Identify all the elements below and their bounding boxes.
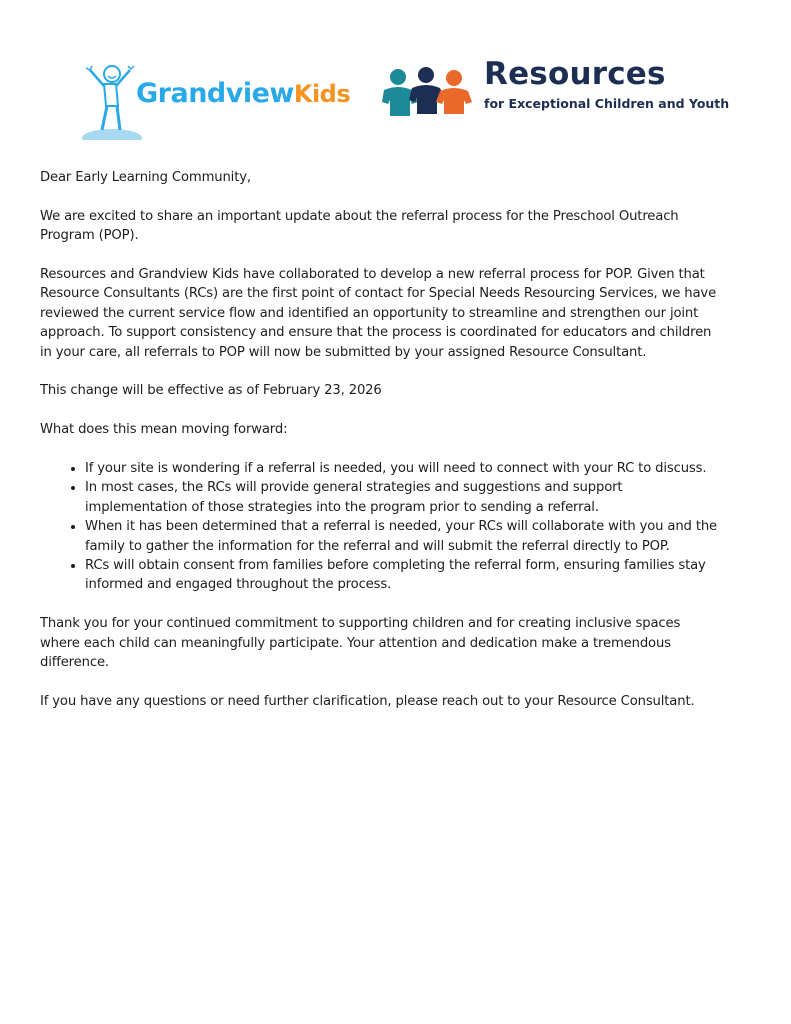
grandview-kids-wordmark: GrandviewKids xyxy=(136,78,351,109)
questions-paragraph: If you have any questions or need further clarification, please reach out to your Resource Consultant. xyxy=(40,693,695,709)
bullet-list xyxy=(40,459,720,595)
letter-body xyxy=(40,168,720,731)
thank-you-paragraph: Thank you for your continued commitment to supporting children and for creating inclusive spaces where each child can meaningfully participate. Your attention and dedication make a tremendous difference. xyxy=(40,616,681,671)
process-paragraph: Resources and Grandview Kids have collaborated to develop a new referral process for POP. Given that Resource Consultants (RCs) are the first point of contact for Special Needs Resourcing Services, we have reviewed the current service flow and identified an opportunity to streamline and strengthen our joint approach. To support consistency and ensure that the process is coordinated for educators and children in your care, all referrals to POP will now be submitted by your assigned Resource Consultant. xyxy=(40,267,717,360)
resources-subtitle: for Exceptional Children and Youth xyxy=(484,96,730,111)
resources-title: Resources xyxy=(484,56,666,92)
three-people-icon xyxy=(380,66,472,116)
list-item: • RCs will obtain consent from families before completing the referral form, ensuring families stay informed and engaged throughout the process. xyxy=(85,556,720,595)
salutation: Dear Early Learning Community, xyxy=(40,170,251,185)
list-item: • If your site is wondering if a referral is needed, you will need to connect with your RC to discuss. xyxy=(85,459,720,478)
moving-forward-heading: What does this mean moving forward: xyxy=(40,422,288,438)
grandview-kids-logo xyxy=(80,48,350,140)
letterhead xyxy=(80,48,730,148)
effective-date-paragraph: This change will be effective as of February 23, 2026 xyxy=(40,383,382,399)
list-item: • In most cases, the RCs will provide general strategies and suggestions and support implementation of those strategies into the program prior to sending a referral. xyxy=(85,478,720,517)
intro-paragraph: We are excited to share an important update about the referral process for the Preschool Outreach Program (POP). xyxy=(40,208,679,244)
resources-logo xyxy=(380,56,730,124)
list-item: • When it has been determined that a referral is needed, your RCs will collaborate with you and the family to gather the information for the referral and will submit the referral directly to POP. xyxy=(85,517,720,556)
